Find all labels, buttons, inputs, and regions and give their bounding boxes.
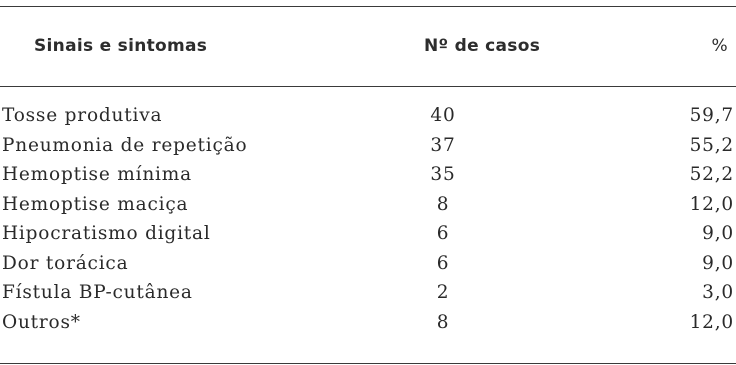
cell-sinal: Outros* xyxy=(2,311,81,333)
table-row xyxy=(0,135,736,165)
cell-percent: 12,0 xyxy=(689,193,734,215)
cell-casos: 2 xyxy=(436,282,450,303)
cell-percent: 12,0 xyxy=(689,311,734,333)
cell-casos: 37 xyxy=(430,134,456,156)
cell-sinal: Hemoptise maciça xyxy=(2,193,189,215)
table-bottom-rule xyxy=(0,363,736,364)
cell-casos: 8 xyxy=(436,311,450,333)
header-sinais: Sinais e sintomas xyxy=(34,36,208,56)
cell-percent: 52,2 xyxy=(689,164,734,185)
cell-casos: 40 xyxy=(430,105,456,126)
table-header-rule xyxy=(0,86,736,87)
cell-sinal: Pneumonia de repetição xyxy=(2,134,248,156)
cell-casos: 6 xyxy=(436,252,450,274)
cell-casos: 35 xyxy=(430,164,456,185)
table-row xyxy=(0,282,736,312)
header-casos: Nº de casos xyxy=(424,36,541,56)
table-row xyxy=(0,223,736,253)
table-top-rule xyxy=(0,6,736,7)
header-percent: % xyxy=(711,36,728,56)
cell-sinal: Dor torácica xyxy=(2,252,129,274)
cell-sinal: Fístula BP-cutânea xyxy=(2,282,193,303)
table-row xyxy=(0,194,736,224)
table-body xyxy=(0,105,736,341)
cell-sinal: Hemoptise mínima xyxy=(2,164,192,185)
cell-percent: 3,0 xyxy=(702,282,734,303)
cell-percent: 9,0 xyxy=(702,223,734,244)
cell-sinal: Tosse produtiva xyxy=(2,105,163,126)
table-row xyxy=(0,312,736,342)
cell-percent: 55,2 xyxy=(689,134,734,156)
cell-sinal: Hipocratismo digital xyxy=(2,223,211,244)
cell-percent: 9,0 xyxy=(702,252,734,274)
table-row xyxy=(0,253,736,283)
table-row xyxy=(0,164,736,194)
cell-casos: 8 xyxy=(436,193,450,215)
cell-percent: 59,7 xyxy=(689,105,734,126)
cell-casos: 6 xyxy=(436,223,450,244)
table-row xyxy=(0,105,736,135)
